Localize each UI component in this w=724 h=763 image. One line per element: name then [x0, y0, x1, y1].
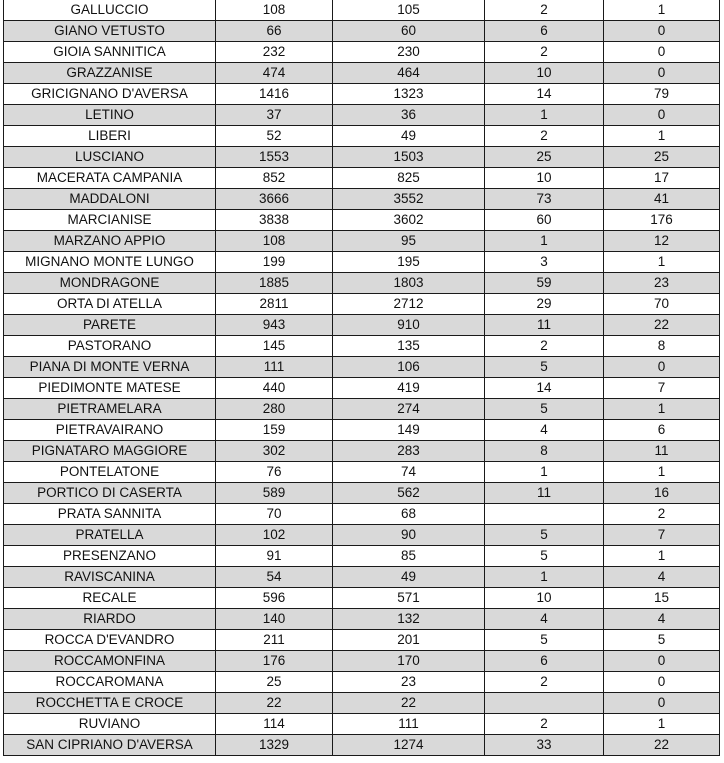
- table-row: [4, 168, 720, 189]
- value-col-2-cell: 3552: [333, 189, 485, 210]
- table-row: [4, 189, 720, 210]
- value-col-4-cell: 0: [604, 651, 720, 672]
- value-col-2-cell: 23: [333, 672, 485, 693]
- value-col-4-cell: 15: [604, 588, 720, 609]
- table-row: [4, 567, 720, 588]
- table-row: [4, 21, 720, 42]
- comune-cell: GIOIA SANNITICA: [4, 42, 216, 63]
- value-col-3-cell: 4: [485, 609, 604, 630]
- table-row: [4, 0, 720, 21]
- comune-cell: PARETE: [4, 315, 216, 336]
- value-col-2-cell: 283: [333, 441, 485, 462]
- comune-cell: LIBERI: [4, 126, 216, 147]
- value-col-1-cell: 159: [216, 420, 333, 441]
- value-col-4-cell: 5: [604, 630, 720, 651]
- value-col-3-cell: [485, 504, 604, 525]
- value-col-4-cell: 4: [604, 567, 720, 588]
- value-col-1-cell: 2811: [216, 294, 333, 315]
- table-row: [4, 399, 720, 420]
- value-col-4-cell: 11: [604, 441, 720, 462]
- comune-cell: MADDALONI: [4, 189, 216, 210]
- table-row: [4, 735, 720, 756]
- value-col-1-cell: 1416: [216, 84, 333, 105]
- value-col-4-cell: 16: [604, 483, 720, 504]
- value-col-1-cell: 37: [216, 105, 333, 126]
- value-col-2-cell: 1503: [333, 147, 485, 168]
- value-col-2-cell: 571: [333, 588, 485, 609]
- value-col-3-cell: 59: [485, 273, 604, 294]
- value-col-3-cell: 14: [485, 84, 604, 105]
- value-col-3-cell: 5: [485, 630, 604, 651]
- value-col-3-cell: 3: [485, 252, 604, 273]
- table-row: [4, 441, 720, 462]
- value-col-2-cell: 60: [333, 21, 485, 42]
- value-col-4-cell: 4: [604, 609, 720, 630]
- value-col-4-cell: 7: [604, 378, 720, 399]
- value-col-4-cell: 25: [604, 147, 720, 168]
- value-col-1-cell: 1885: [216, 273, 333, 294]
- value-col-3-cell: 8: [485, 441, 604, 462]
- value-col-2-cell: 825: [333, 168, 485, 189]
- value-col-1-cell: 280: [216, 399, 333, 420]
- value-col-4-cell: 0: [604, 21, 720, 42]
- value-col-2-cell: 419: [333, 378, 485, 399]
- comune-cell: ROCCAMONFINA: [4, 651, 216, 672]
- value-col-3-cell: 11: [485, 315, 604, 336]
- comune-cell: GRICIGNANO D'AVERSA: [4, 84, 216, 105]
- comune-cell: PASTORANO: [4, 336, 216, 357]
- comune-cell: PIGNATARO MAGGIORE: [4, 441, 216, 462]
- value-col-2-cell: 274: [333, 399, 485, 420]
- value-col-4-cell: 0: [604, 357, 720, 378]
- value-col-1-cell: 66: [216, 21, 333, 42]
- value-col-2-cell: 74: [333, 462, 485, 483]
- value-col-2-cell: 68: [333, 504, 485, 525]
- value-col-2-cell: 22: [333, 693, 485, 714]
- value-col-3-cell: 73: [485, 189, 604, 210]
- value-col-1-cell: 589: [216, 483, 333, 504]
- value-col-3-cell: 10: [485, 63, 604, 84]
- comune-cell: PIEDIMONTE MATESE: [4, 378, 216, 399]
- value-col-3-cell: 2: [485, 126, 604, 147]
- value-col-1-cell: 108: [216, 0, 333, 21]
- value-col-2-cell: 85: [333, 546, 485, 567]
- value-col-3-cell: 2: [485, 336, 604, 357]
- value-col-1-cell: 108: [216, 231, 333, 252]
- comune-cell: PIETRAVAIRANO: [4, 420, 216, 441]
- value-col-4-cell: 7: [604, 525, 720, 546]
- value-col-2-cell: 49: [333, 567, 485, 588]
- comune-cell: MACERATA CAMPANIA: [4, 168, 216, 189]
- table-row: [4, 462, 720, 483]
- value-col-3-cell: 60: [485, 210, 604, 231]
- table-row: [4, 504, 720, 525]
- table-row: [4, 630, 720, 651]
- value-col-3-cell: 11: [485, 483, 604, 504]
- table-row: [4, 651, 720, 672]
- table-row: [4, 525, 720, 546]
- value-col-4-cell: 0: [604, 105, 720, 126]
- value-col-1-cell: 199: [216, 252, 333, 273]
- value-col-2-cell: 195: [333, 252, 485, 273]
- value-col-3-cell: 10: [485, 588, 604, 609]
- comune-cell: LETINO: [4, 105, 216, 126]
- value-col-3-cell: 1: [485, 462, 604, 483]
- value-col-2-cell: 170: [333, 651, 485, 672]
- table-row: [4, 483, 720, 504]
- value-col-3-cell: 6: [485, 21, 604, 42]
- value-col-3-cell: 4: [485, 420, 604, 441]
- comune-cell: ROCCAROMANA: [4, 672, 216, 693]
- value-col-3-cell: 1: [485, 105, 604, 126]
- comune-cell: GRAZZANISE: [4, 63, 216, 84]
- value-col-2-cell: 1274: [333, 735, 485, 756]
- value-col-2-cell: 464: [333, 63, 485, 84]
- table-body: [4, 0, 720, 756]
- comune-cell: ROCCHETTA E CROCE: [4, 693, 216, 714]
- comune-cell: PONTELATONE: [4, 462, 216, 483]
- value-col-2-cell: 149: [333, 420, 485, 441]
- table-row: [4, 294, 720, 315]
- value-col-1-cell: 70: [216, 504, 333, 525]
- value-col-2-cell: 910: [333, 315, 485, 336]
- value-col-3-cell: 10: [485, 168, 604, 189]
- value-col-3-cell: 6: [485, 651, 604, 672]
- value-col-3-cell: 33: [485, 735, 604, 756]
- value-col-1-cell: 3838: [216, 210, 333, 231]
- comune-cell: MARZANO APPIO: [4, 231, 216, 252]
- value-col-4-cell: 17: [604, 168, 720, 189]
- comune-cell: PRATELLA: [4, 525, 216, 546]
- comune-cell: RUVIANO: [4, 714, 216, 735]
- value-col-1-cell: 76: [216, 462, 333, 483]
- table-row: [4, 588, 720, 609]
- value-col-3-cell: 2: [485, 42, 604, 63]
- value-col-1-cell: 52: [216, 126, 333, 147]
- value-col-1-cell: 91: [216, 546, 333, 567]
- value-col-4-cell: 2: [604, 504, 720, 525]
- value-col-1-cell: 176: [216, 651, 333, 672]
- value-col-4-cell: 12: [604, 231, 720, 252]
- value-col-1-cell: 145: [216, 336, 333, 357]
- table-row: [4, 105, 720, 126]
- table-row: [4, 126, 720, 147]
- value-col-3-cell: 14: [485, 378, 604, 399]
- comune-cell: PRATA SANNITA: [4, 504, 216, 525]
- value-col-2-cell: 132: [333, 609, 485, 630]
- value-col-4-cell: 1: [604, 546, 720, 567]
- table-row: [4, 714, 720, 735]
- value-col-2-cell: 106: [333, 357, 485, 378]
- value-col-2-cell: 36: [333, 105, 485, 126]
- value-col-1-cell: 1553: [216, 147, 333, 168]
- value-col-4-cell: 0: [604, 42, 720, 63]
- value-col-4-cell: 41: [604, 189, 720, 210]
- value-col-3-cell: 5: [485, 399, 604, 420]
- value-col-4-cell: 22: [604, 315, 720, 336]
- value-col-4-cell: 1: [604, 126, 720, 147]
- comune-cell: GALLUCCIO: [4, 0, 216, 21]
- value-col-1-cell: 1329: [216, 735, 333, 756]
- comune-cell: LUSCIANO: [4, 147, 216, 168]
- table-row: [4, 336, 720, 357]
- value-col-2-cell: 95: [333, 231, 485, 252]
- table-row: [4, 357, 720, 378]
- comune-cell: RIARDO: [4, 609, 216, 630]
- value-col-3-cell: 1: [485, 231, 604, 252]
- table-row: [4, 378, 720, 399]
- comune-cell: MONDRAGONE: [4, 273, 216, 294]
- table-row: [4, 252, 720, 273]
- municipality-data-table: [3, 0, 720, 756]
- comune-cell: RAVISCANINA: [4, 567, 216, 588]
- value-col-3-cell: 25: [485, 147, 604, 168]
- value-col-2-cell: 1803: [333, 273, 485, 294]
- value-col-3-cell: [485, 693, 604, 714]
- table-row: [4, 315, 720, 336]
- value-col-3-cell: 5: [485, 525, 604, 546]
- value-col-2-cell: 230: [333, 42, 485, 63]
- value-col-3-cell: 5: [485, 357, 604, 378]
- value-col-4-cell: 176: [604, 210, 720, 231]
- table-row: [4, 693, 720, 714]
- value-col-2-cell: 1323: [333, 84, 485, 105]
- value-col-2-cell: 201: [333, 630, 485, 651]
- value-col-4-cell: 23: [604, 273, 720, 294]
- value-col-1-cell: 25: [216, 672, 333, 693]
- comune-cell: SAN CIPRIANO D'AVERSA: [4, 735, 216, 756]
- table-row: [4, 609, 720, 630]
- value-col-1-cell: 302: [216, 441, 333, 462]
- table-row: [4, 546, 720, 567]
- value-col-2-cell: 135: [333, 336, 485, 357]
- comune-cell: PORTICO DI CASERTA: [4, 483, 216, 504]
- value-col-1-cell: 232: [216, 42, 333, 63]
- value-col-1-cell: 474: [216, 63, 333, 84]
- table-row: [4, 420, 720, 441]
- table-row: [4, 672, 720, 693]
- table-row: [4, 210, 720, 231]
- comune-cell: PIANA DI MONTE VERNA: [4, 357, 216, 378]
- comune-cell: MIGNANO MONTE LUNGO: [4, 252, 216, 273]
- value-col-1-cell: 54: [216, 567, 333, 588]
- value-col-1-cell: 211: [216, 630, 333, 651]
- comune-cell: MARCIANISE: [4, 210, 216, 231]
- value-col-4-cell: 0: [604, 672, 720, 693]
- value-col-4-cell: 22: [604, 735, 720, 756]
- value-col-1-cell: 3666: [216, 189, 333, 210]
- comune-cell: GIANO VETUSTO: [4, 21, 216, 42]
- value-col-2-cell: 105: [333, 0, 485, 21]
- value-col-4-cell: 1: [604, 252, 720, 273]
- comune-cell: ORTA DI ATELLA: [4, 294, 216, 315]
- comune-cell: PRESENZANO: [4, 546, 216, 567]
- value-col-4-cell: 1: [604, 399, 720, 420]
- table-row: [4, 273, 720, 294]
- comune-cell: ROCCA D'EVANDRO: [4, 630, 216, 651]
- value-col-4-cell: 1: [604, 714, 720, 735]
- value-col-2-cell: 2712: [333, 294, 485, 315]
- value-col-4-cell: 0: [604, 63, 720, 84]
- comune-cell: RECALE: [4, 588, 216, 609]
- value-col-3-cell: 1: [485, 567, 604, 588]
- table-row: [4, 42, 720, 63]
- value-col-4-cell: 1: [604, 462, 720, 483]
- table-row: [4, 84, 720, 105]
- value-col-1-cell: 596: [216, 588, 333, 609]
- value-col-3-cell: 29: [485, 294, 604, 315]
- table-row: [4, 231, 720, 252]
- value-col-2-cell: 3602: [333, 210, 485, 231]
- value-col-2-cell: 90: [333, 525, 485, 546]
- value-col-4-cell: 1: [604, 0, 720, 21]
- value-col-4-cell: 79: [604, 84, 720, 105]
- value-col-2-cell: 111: [333, 714, 485, 735]
- value-col-1-cell: 852: [216, 168, 333, 189]
- value-col-3-cell: 2: [485, 672, 604, 693]
- value-col-1-cell: 114: [216, 714, 333, 735]
- value-col-1-cell: 102: [216, 525, 333, 546]
- value-col-3-cell: 5: [485, 546, 604, 567]
- value-col-4-cell: 8: [604, 336, 720, 357]
- table-row: [4, 147, 720, 168]
- comune-cell: PIETRAMELARA: [4, 399, 216, 420]
- value-col-3-cell: 2: [485, 714, 604, 735]
- value-col-4-cell: 6: [604, 420, 720, 441]
- table-row: [4, 63, 720, 84]
- value-col-1-cell: 22: [216, 693, 333, 714]
- value-col-2-cell: 562: [333, 483, 485, 504]
- value-col-4-cell: 0: [604, 693, 720, 714]
- value-col-1-cell: 943: [216, 315, 333, 336]
- value-col-2-cell: 49: [333, 126, 485, 147]
- value-col-4-cell: 70: [604, 294, 720, 315]
- value-col-1-cell: 440: [216, 378, 333, 399]
- value-col-3-cell: 2: [485, 0, 604, 21]
- value-col-1-cell: 140: [216, 609, 333, 630]
- value-col-1-cell: 111: [216, 357, 333, 378]
